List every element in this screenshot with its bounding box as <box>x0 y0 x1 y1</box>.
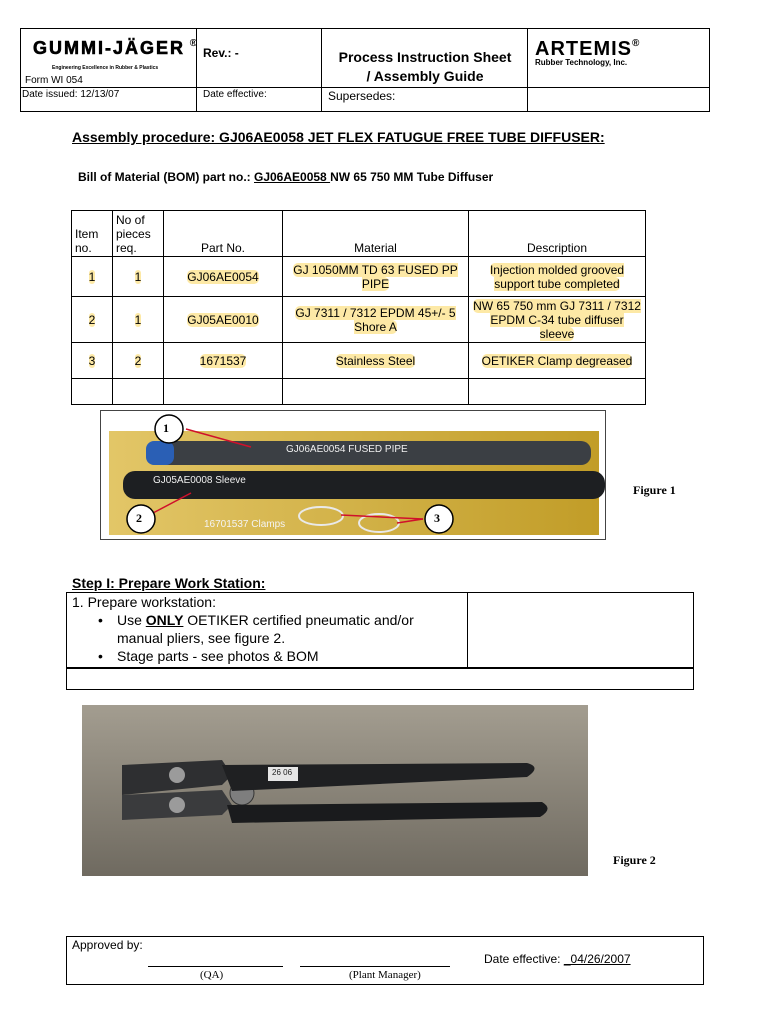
callout-1-label: 1 <box>163 421 169 435</box>
cell-item: 3 <box>72 343 113 379</box>
plier-pivot <box>169 767 185 783</box>
divider <box>21 87 709 88</box>
step-1-bullet: • Stage parts - see photos & BOM <box>98 648 319 664</box>
header-description: Description <box>469 211 646 257</box>
pipe-blue-cap <box>146 441 174 465</box>
figure-2-caption: Figure 2 <box>613 853 656 867</box>
gummi-jager-logo: GUMMI-JÄGER ® <box>33 38 200 58</box>
title-line-2: / Assembly Guide <box>366 68 484 84</box>
step-1-empty-row <box>66 668 694 690</box>
artemis-logo: ARTEMIS® <box>535 38 641 60</box>
plier-tag-text: 26 06 <box>272 768 293 777</box>
figure-2-photo <box>82 705 588 876</box>
divider <box>467 593 468 667</box>
figure-1-frame <box>100 410 606 540</box>
date-effective-label: Date effective: <box>484 952 561 966</box>
cell-description: NW 65 750 mm GJ 7311 / 7312 EPDM C-34 tube diffuser sleeve <box>469 297 646 343</box>
approved-by-label: Approved by: <box>72 938 143 952</box>
document-title <box>320 48 530 86</box>
pipe-label: GJ06AE0054 FUSED PIPE <box>286 444 408 455</box>
step-1-bullet: • Use ONLY OETIKER certified pneumatic and/or manual pliers, see figure 2. <box>98 612 414 646</box>
plier-pivot <box>169 797 185 813</box>
cell-item: 1 <box>72 257 113 297</box>
cell-part: GJ06AE0054 <box>164 257 283 297</box>
company-tagline: Engineering Excellence in Rubber & Plastics <box>52 65 159 71</box>
callout-2-label: 2 <box>136 511 142 525</box>
cell-pieces: 2 <box>113 343 164 379</box>
clamps-label: 16701537 Clamps <box>204 519 286 530</box>
cell-pieces: 1 <box>113 257 164 297</box>
bom-part-number: GJ06AE0058 <box>254 170 331 184</box>
table-row <box>72 343 646 379</box>
only-emphasis: ONLY <box>145 612 184 628</box>
approval-date-effective <box>484 952 631 966</box>
sleeve-label: GJ05AE0008 Sleeve <box>153 475 246 486</box>
table-row <box>72 257 646 297</box>
table-row <box>72 297 646 343</box>
procedure-title: Assembly procedure: GJ06AE0058 JET FLEX FATUGUE FREE TUBE DIFFUSER: <box>72 129 605 145</box>
supersedes-label: Supersedes: <box>328 89 396 103</box>
cell-material: GJ 1050MM TD 63 FUSED PP PIPE <box>283 257 469 297</box>
header-item: Item no. <box>72 211 113 257</box>
cell-part: GJ05AE0010 <box>164 297 283 343</box>
step-1-line: 1. Prepare workstation: <box>72 594 216 610</box>
callout-3-label: 3 <box>434 511 440 525</box>
table-row-empty <box>72 379 646 405</box>
header-material: Material <box>283 211 469 257</box>
plant-manager-signature-line[interactable] <box>300 966 450 967</box>
figure-1-caption: Figure 1 <box>633 483 676 497</box>
title-line-1: Process Instruction Sheet <box>338 49 512 65</box>
bom-line-suffix: NW 65 750 MM Tube Diffuser <box>330 170 494 184</box>
date-issued: Date issued: 12/13/07 <box>22 89 120 100</box>
plant-manager-label: (Plant Manager) <box>349 969 421 981</box>
header-part: Part No. <box>164 211 283 257</box>
header-pieces: No of pieces req. <box>113 211 164 257</box>
table-header-row <box>72 211 646 257</box>
cell-pieces: 1 <box>113 297 164 343</box>
partner-tagline: Rubber Technology, Inc. <box>535 58 628 67</box>
cell-material: Stainless Steel <box>283 343 469 379</box>
pliers-drawing <box>82 705 588 876</box>
date-effective-value: _04/26/2007 <box>563 952 631 966</box>
rev-label: Rev.: - <box>203 46 239 60</box>
step-1-title: Step I: Prepare Work Station: <box>72 575 266 591</box>
bom-line <box>78 170 493 184</box>
cell-description: OETIKER Clamp degreased <box>469 343 646 379</box>
cell-description: Injection molded grooved support tube completed <box>469 257 646 297</box>
bom-line-prefix: Bill of Material (BOM) part no.: <box>78 170 254 184</box>
form-number: Form WI 054 <box>25 75 83 86</box>
cell-part: 1671537 <box>164 343 283 379</box>
callout-circle-1 <box>155 415 183 443</box>
qa-signature-line[interactable] <box>148 966 283 967</box>
bom-table <box>71 210 646 405</box>
step-1-content <box>72 593 462 665</box>
qa-label: (QA) <box>200 969 224 981</box>
cell-material: GJ 7311 / 7312 EPDM 45+/- 5 Shore A <box>283 297 469 343</box>
cell-item: 2 <box>72 297 113 343</box>
date-effective-label: Date effective: <box>203 89 267 100</box>
